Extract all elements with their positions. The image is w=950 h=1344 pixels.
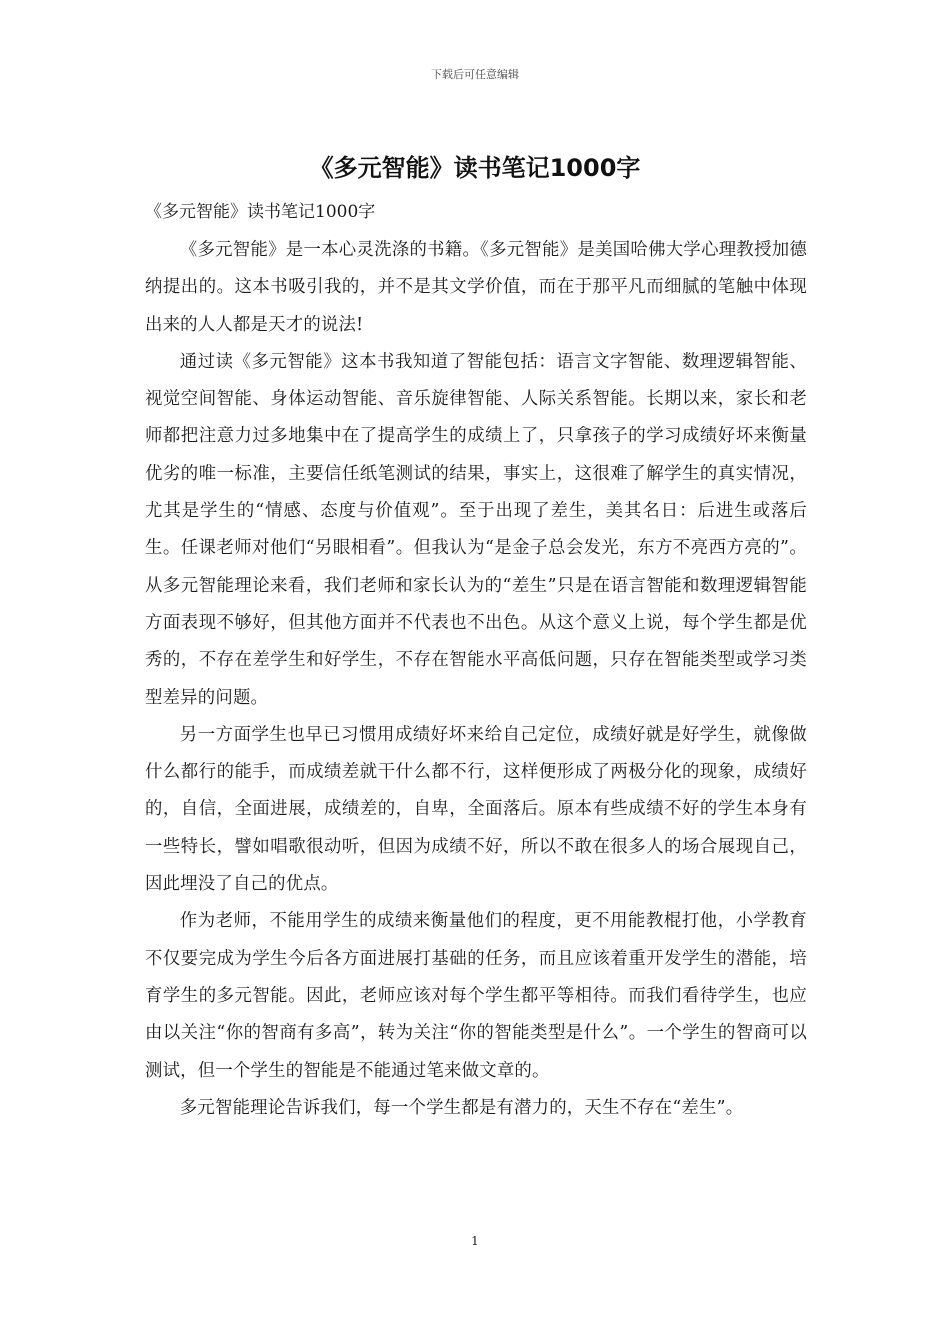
- document-title: 《多元智能》读书笔记1000字: [309, 154, 641, 182]
- paragraph-5: 多元智能理论告诉我们，每一个学生都是有潜力的，天生不存在“差生”。: [179, 1097, 744, 1118]
- paragraph-2: 通过读《多元智能》这本书我知道了智能包括：语言文字智能、数理逻辑智能、视觉空间智能、身体运动智能、音乐旋律智能、人际关系智能。长期以来，家长和老师都把注意力过多地集中在了提高学生的成绩上了，只拿孩子的学习成绩好坏来衡量优劣的唯一标准，主要信任纸笔测试的结果，事实上，这很难了解学生的真实情况，尤其是学生的“情感、态度与价值观”。至于出现了差生，美其名日：后进生或落后生。任课老师对他们“另眼相看”。但我认为“是金子总会发光，东方不亮西方亮的”。从多元智能理论来看，我们老师和家长认为的“差生”只是在语言智能和数理逻辑智能方面表现不够好，但其他方面并不代表也不出色。从这个意义上说，每个学生都是优秀的，不存在差学生和好学生，不存在智能水平高低问题，只存在智能类型或学习类型差异的问题。: [145, 351, 807, 708]
- paragraph-1: 《多元智能》是一本心灵洗涤的书籍。《多元智能》是美国哈佛大学心理教授加德纳提出的。这本书吸引我的，并不是其文学价值，而在于那平凡而细腻的笔触中体现出来的人人都是天才的说法!: [145, 240, 807, 335]
- paragraph-3: 另一方面学生也早已习惯用成绩好坏来给自己定位，成绩好就是好学生，就像做什么都行的能手，而成绩差就干什么都不行，这样便形成了两极分化的现象，成绩好的，自信，全面进展，成绩差的，自卑，全面落后。原本有些成绩不好的学生本身有一些特长，譬如唱歌很动听，但因为成绩不好，所以不敢在很多人的场合展现自己，因此埋没了自己的优点。: [145, 724, 807, 895]
- document-body: [145, 232, 807, 1127]
- page-number: 1: [471, 1234, 479, 1248]
- document-subtitle: 《多元智能》读书笔记1000字: [145, 202, 376, 222]
- paragraph-4: 作为老师，不能用学生的成绩来衡量他们的程度，更不用能教棍打他，小学教育不仅要完成为学生今后各方面进展打基础的任务，而且应该着重开发学生的潜能，培育学生的多元智能。因此，老师应该对每个学生都平等相待。而我们看待学生，也应由以关注“你的智商有多高”，转为关注“你的智能类型是什么”。一个学生的智商可以测试，但一个学生的智能是不能通过笔来做文章的。: [145, 911, 807, 1081]
- header-note: 下载后可任意编辑: [431, 68, 519, 81]
